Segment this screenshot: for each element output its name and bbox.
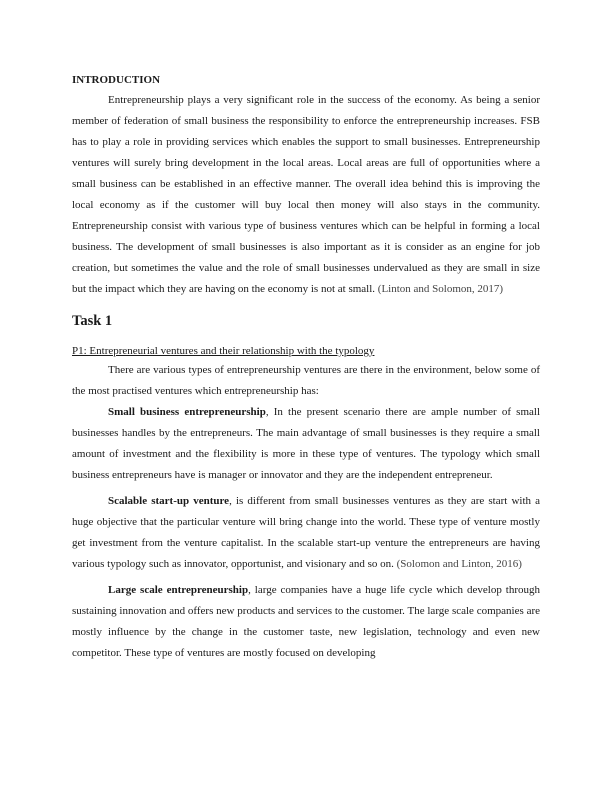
scalable-text: , is different from small businesses ventures as they are start with a huge objective that the particular venture will bring change into the world. These type of venture mostly get investment from the venture capitalist. In the scalable start-up venture the entrepreneurs are having various typology such as innovator, opportunist, and visionary and so on. (72, 495, 540, 570)
task1-lead-paragraph: There are various types of entrepreneurship ventures are there in the environment, below some of the most practised ventures which entrepreneurship has: (72, 364, 540, 397)
small-business-text: , In the present scenario there are ample number of small businesses handles by the entrepreneurs. The main advantage of small businesses is they require a small amount of investment and the flexibility is more in these type of ventures. The typology which small business entrepreneurs have is manager or innovator and they are the independent entrepreneur. (72, 406, 540, 481)
task1-heading: Task 1 (72, 313, 113, 329)
small-business-term: Small business entrepreneurship (108, 406, 266, 418)
scalable-citation: (Solomon and Linton, 2016) (396, 558, 522, 570)
page-content (72, 71, 540, 664)
scalable-paragraph (72, 491, 540, 575)
intro-paragraph (72, 90, 540, 300)
scalable-term: Scalable start-up venture (108, 495, 230, 507)
large-scale-text: , large companies have a huge life cycle which develop through sustaining innovation and offers new products and services to the customer. The large scale companies are mostly influence by the change in the customer taste, new legislation, technology and even new competitor. These type of ventures are mostly focused on developing (72, 584, 540, 659)
task1-subheading: P1: Entrepreneurial ventures and their relationship with the typology (72, 345, 375, 357)
large-scale-paragraph (72, 580, 540, 664)
large-scale-term: Large scale entrepreneurship (108, 584, 249, 596)
intro-heading: INTRODUCTION (72, 74, 161, 86)
intro-citation: (Linton and Solomon, 2017) (377, 283, 504, 295)
intro-body: Entrepreneurship plays a very significant role in the success of the economy. As being a senior member of federation of small business the responsibility to enforce the entrepreneurship increases. FSB has to play a role in providing services which enables the support to small businesses. Entrepreneurship ventures will surely bring development in the local areas. Local areas are full of opportunities where a small business can be established in an effective manner. The overall idea behind this is improving the local economy as if the customer will buy local then money will also stays in the community. Entrepreneurship consist with various type of business ventures which can be helpful in forming a local business. The development of small businesses is also important as it is consider as an engine for job creation, but sometimes the value and the role of small businesses undervalued as they are small in size but the impact which they are having on the economy is not at small. (72, 94, 540, 295)
small-business-paragraph (72, 402, 540, 486)
